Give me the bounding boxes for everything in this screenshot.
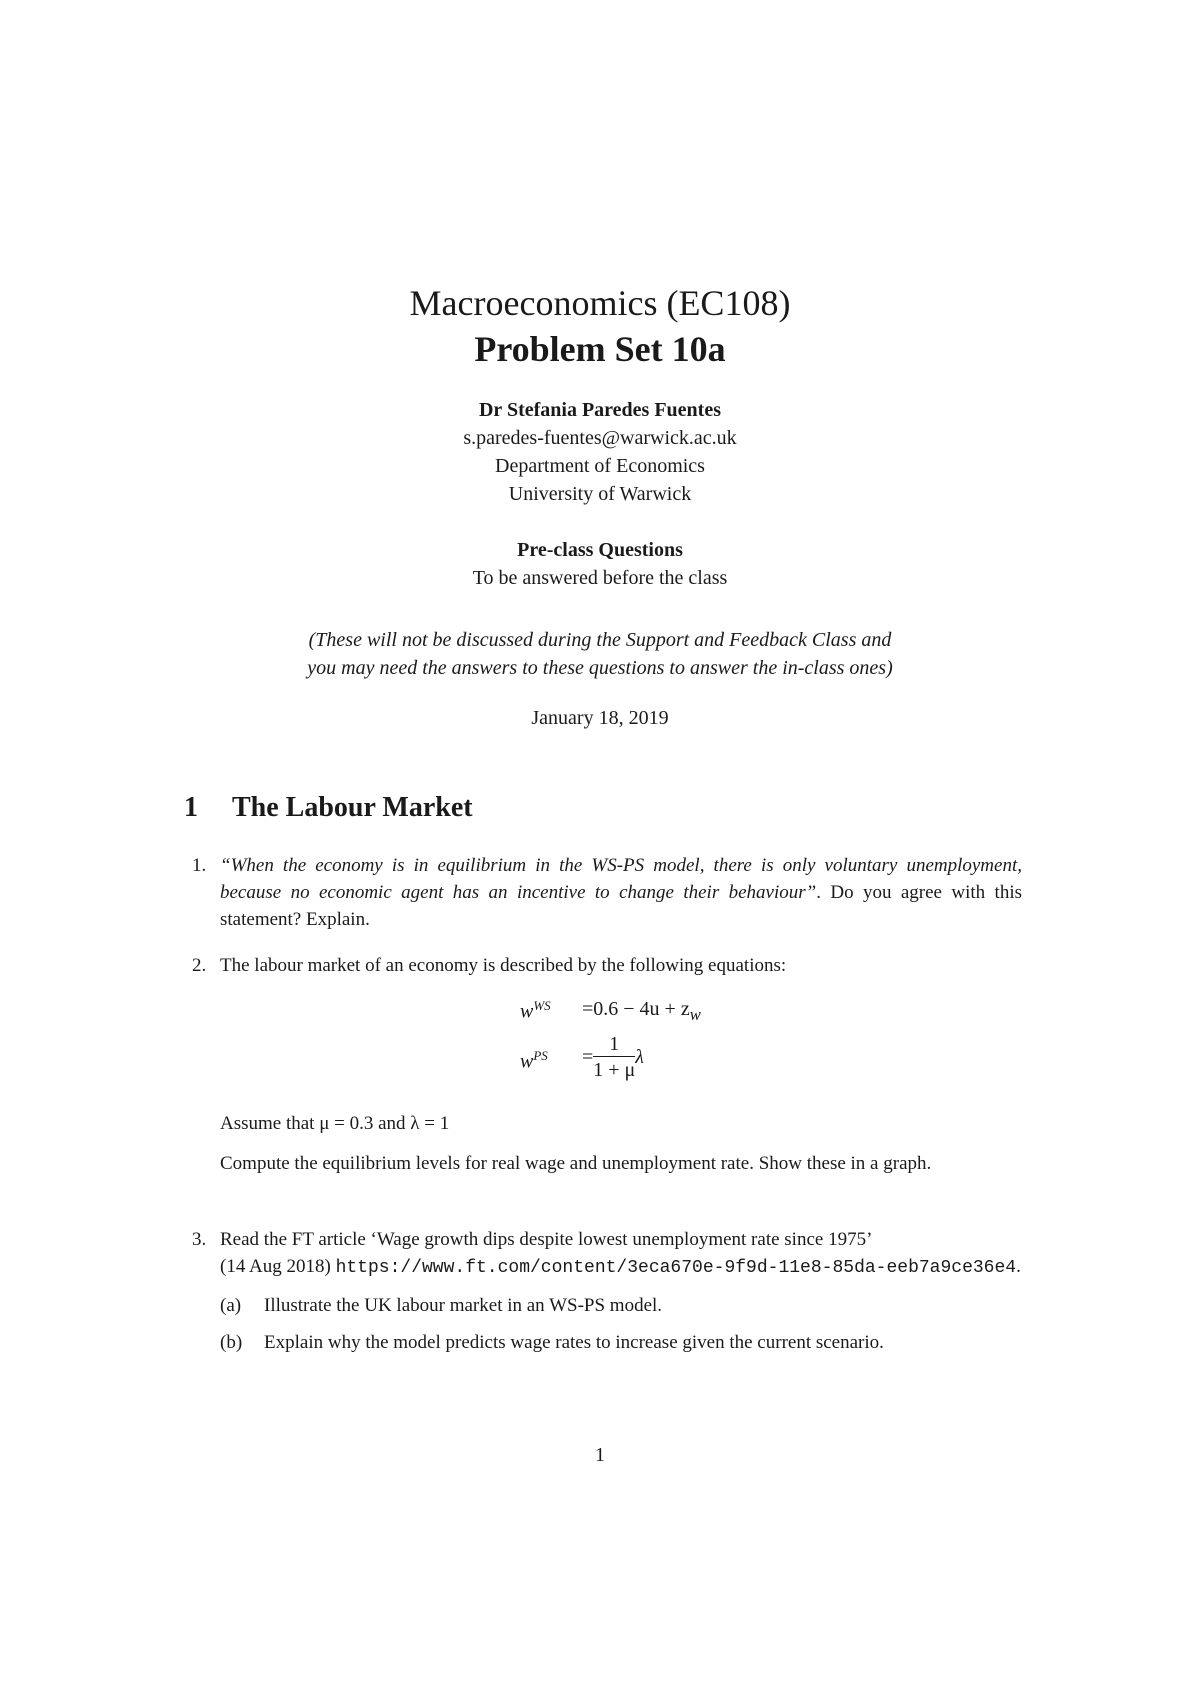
equation-lhs: $w^{PS}$ bbox=[520, 1048, 548, 1073]
fraction: $\frac{1}{1 + \mu}$ bbox=[593, 1033, 636, 1081]
question-number: 1. bbox=[192, 855, 207, 876]
note-line-2: you may need the answers to these questions to answer the in-class ones) bbox=[307, 657, 893, 679]
preclass-block bbox=[0, 536, 1200, 592]
equation-block bbox=[520, 998, 780, 1088]
question-rest: . Do you agree with this statement? Explain. bbox=[220, 882, 1022, 930]
section-number: 1 bbox=[184, 792, 198, 823]
question-intro: The labour market of an economy is described by the following equations: bbox=[220, 955, 787, 976]
author-email: s.paredes-fuentes@warwick.ac.uk bbox=[463, 427, 737, 449]
sub-question-a bbox=[220, 1292, 1022, 1319]
sub-label: (b) bbox=[220, 1332, 243, 1353]
equation-rhs: $=0.6 - 4u + z_w$ bbox=[582, 998, 701, 1024]
question-text bbox=[220, 1226, 1022, 1356]
section-heading bbox=[184, 790, 473, 826]
preclass-heading: Pre-class Questions bbox=[517, 539, 683, 561]
preclass-note bbox=[0, 626, 1200, 682]
question-1 bbox=[192, 852, 1022, 933]
equation-ws bbox=[520, 998, 780, 1032]
equation-lhs: $w^{WS}$ bbox=[520, 998, 551, 1023]
question-line-2: (14 Aug 2018) https://www.ft.com/content/3eca670e-9f9d-11e8-85da-eeb7a9ce36e4. bbox=[220, 1256, 1021, 1278]
sub-question-b bbox=[220, 1329, 1022, 1356]
section-title: The Labour Market bbox=[232, 792, 473, 823]
question-3 bbox=[192, 1226, 1022, 1356]
question-quote: “When the economy is in equilibrium in the WS-PS model, there is only voluntary unemployment, because no economic agent has an incentive to change their behaviour” bbox=[220, 855, 1022, 903]
title-course: Macroeconomics (EC108) bbox=[409, 283, 791, 323]
note-line-1: (These will not be discussed during the Support and Feedback Class and bbox=[308, 629, 892, 651]
document-date: January 18, 2019 bbox=[531, 707, 669, 729]
sub-text: Explain why the model predicts wage rates to increase given the current scenario. bbox=[264, 1332, 884, 1353]
author-block bbox=[0, 396, 1200, 508]
equation-rhs: = $\frac{1}{1 + \mu}$ λ bbox=[582, 1033, 644, 1081]
preclass-subheading: To be answered before the class bbox=[472, 567, 728, 589]
document-title bbox=[0, 280, 1200, 372]
sub-label: (a) bbox=[220, 1295, 242, 1316]
title-problem-set: Problem Set 10a bbox=[474, 329, 726, 369]
equation-ps bbox=[520, 1032, 780, 1088]
assumption-text: Assume that μ = 0.3 and λ = 1 bbox=[220, 1113, 450, 1134]
question-text bbox=[220, 852, 1022, 933]
author-university: University of Warwick bbox=[508, 483, 692, 505]
question-number: 2. bbox=[192, 955, 207, 976]
question-2-task bbox=[192, 1150, 1022, 1177]
question-2-assumption bbox=[192, 1110, 1022, 1137]
question-2 bbox=[192, 952, 1022, 979]
author-department: Department of Economics bbox=[495, 455, 705, 477]
question-line-1: Read the FT article ‘Wage growth dips despite lowest unemployment rate since 1975’ bbox=[220, 1229, 873, 1250]
question-number: 3. bbox=[192, 1229, 207, 1250]
author-name: Dr Stefania Paredes Fuentes bbox=[478, 399, 721, 421]
article-link[interactable]: https://www.ft.com/content/3eca670e-9f9d-11e8-85da-eeb7a9ce36e4 bbox=[335, 1258, 1017, 1278]
compute-text: Compute the equilibrium levels for real wage and unemployment rate. Show these in a graph. bbox=[220, 1153, 932, 1174]
page-number: 1 bbox=[595, 1444, 605, 1466]
sub-text: Illustrate the UK labour market in an WS-PS model. bbox=[264, 1295, 663, 1316]
